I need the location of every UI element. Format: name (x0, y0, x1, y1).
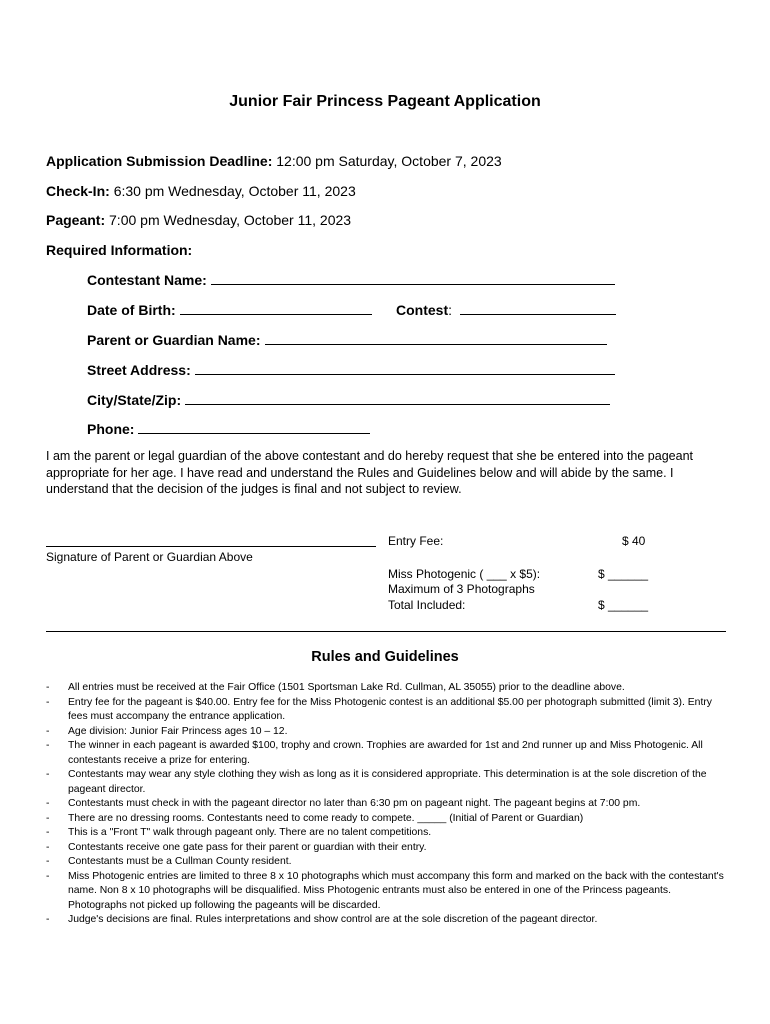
rule-dash: - (46, 914, 50, 925)
rule-item (46, 812, 728, 827)
consent-paragraph: I am the parent or legal guardian of the above contestant and do hereby request that she be entered into the pageant appropriate for her age. I have read and understand the Rules and Guidelines below and will abide by the same. I understand that the decision of the judges is final and not subject to review. (46, 449, 693, 496)
page-title: Junior Fair Princess Pageant Application (229, 93, 541, 110)
rule-item (46, 696, 728, 725)
checkin-label: Check-In: (46, 183, 110, 199)
pageant-value: 7:00 pm Wednesday, October 11, 2023 (109, 212, 352, 228)
rule-dash: - (46, 740, 50, 751)
rules-list (46, 681, 728, 928)
rule-dash: - (46, 856, 50, 867)
contest-colon: : (448, 302, 453, 318)
rule-text: Contestants receive one gate pass for their parent or guardian with their entry. (68, 841, 427, 853)
rule-text: The winner in each pageant is awarded $100, trophy and crown. Trophies are awarded for 1st and 2nd runner up and Miss Photogenic. All contestants receive a prize for entering. (68, 740, 703, 766)
photogenic-amount[interactable]: $ ______ (598, 567, 649, 581)
parent-name-field[interactable] (87, 331, 607, 348)
rule-item (46, 739, 728, 768)
rule-item (46, 855, 728, 870)
contest-label: Contest (396, 302, 449, 318)
deadline-value: 12:00 pm Saturday, October 7, 2023 (276, 153, 502, 169)
contestant-name-blank[interactable] (211, 271, 615, 285)
contestant-name-field[interactable] (87, 271, 615, 288)
rule-dash: - (46, 812, 50, 824)
rule-item (46, 870, 728, 914)
contest-blank[interactable] (460, 301, 616, 315)
rule-dash: - (46, 798, 50, 809)
dob-label: Date of Birth: (87, 302, 176, 318)
city-state-zip-field[interactable] (87, 391, 610, 408)
parent-name-label: Parent or Guardian Name: (87, 332, 261, 348)
contest-field[interactable] (396, 301, 616, 318)
deadline-label: Application Submission Deadline: (46, 153, 273, 169)
street-address-field[interactable] (87, 361, 615, 378)
photogenic-label: Miss Photogenic ( ___ x $5): (388, 567, 541, 581)
checkin-value: 6:30 pm Wednesday, October 11, 2023 (113, 183, 356, 199)
rule-text: Entry fee for the pageant is $40.00. Entry fee for the Miss Photogenic contest is an additional $5.00 per photograph submitted (limit 3). Entry fees must accompany the entrance application. (68, 696, 713, 722)
phone-label: Phone: (87, 421, 135, 437)
rule-item (46, 841, 728, 856)
total-label: Total Included: (388, 598, 466, 612)
pageant-line (46, 212, 351, 228)
checkin-line (46, 183, 356, 199)
signature-line[interactable] (46, 546, 376, 547)
pageant-label: Pageant: (46, 212, 106, 228)
photogenic-note: Maximum of 3 Photographs (388, 582, 535, 596)
entry-fee-amount: $ 40 (622, 534, 646, 548)
rule-text: Judge's decisions are final. Rules interpretations and show control are at the sole discretion of the pageant director. (68, 914, 598, 925)
total-amount[interactable]: $ ______ (598, 598, 649, 612)
phone-field[interactable] (87, 420, 370, 437)
rule-item (46, 768, 728, 797)
contestant-name-label: Contestant Name: (87, 272, 207, 288)
rule-text: There are no dressing rooms. Contestants need to come ready to compete. _____ (Initial of Parent or Guardian) (68, 812, 584, 824)
rules-title: Rules and Guidelines (311, 649, 459, 665)
street-address-blank[interactable] (195, 361, 615, 375)
dob-field[interactable] (87, 301, 372, 318)
rule-dash: - (46, 841, 50, 853)
signature-label: Signature of Parent or Guardian Above (46, 550, 253, 564)
section-divider (46, 631, 726, 632)
rule-dash: - (46, 696, 50, 708)
parent-name-blank[interactable] (265, 331, 607, 345)
rule-text: This is a "Front T" walk through pageant only. There are no talent competitions. (68, 827, 432, 838)
rule-text: Contestants must be a Cullman County resident. (68, 856, 292, 867)
rule-item (46, 725, 728, 740)
rule-dash: - (46, 769, 50, 780)
rule-text: All entries must be received at the Fair Office (1501 Sportsman Lake Rd. Cullman, AL 35055) prior to the deadline above. (68, 682, 625, 693)
dob-blank[interactable] (180, 301, 372, 315)
required-info-heading (46, 242, 192, 258)
city-state-zip-blank[interactable] (185, 391, 610, 405)
entry-fee-label: Entry Fee: (388, 534, 444, 548)
deadline-line (46, 153, 502, 169)
city-state-zip-label: City/State/Zip: (87, 392, 182, 408)
rule-item (46, 681, 728, 696)
required-info-label: Required Information: (46, 242, 193, 258)
rule-item (46, 913, 728, 928)
rule-dash: - (46, 682, 50, 693)
rule-text: Miss Photogenic entries are limited to three 8 x 10 photographs which must accompany this form and marked on the back with the contestant's name. Non 8 x 10 photographs will be disqualified. Miss Photogenic entrants must also be entered in one of the Princess pageants. Photographs not picked up following the pageants will be discarded. (68, 870, 724, 911)
street-address-label: Street Address: (87, 362, 191, 378)
rule-text: Age division: Junior Fair Princess ages 10 – 12. (68, 725, 288, 737)
rule-text: Contestants may wear any style clothing they wish as long as it is considered appropriate. This determination is at the sole discretion of the pageant director. (68, 769, 707, 795)
rule-dash: - (46, 827, 50, 838)
rule-item (46, 826, 728, 841)
rule-text: Contestants must check in with the pageant director no later than 6:30 pm on pageant night. The pageant begins at 7:00 pm. (68, 798, 641, 809)
phone-blank[interactable] (138, 420, 370, 434)
rule-dash: - (46, 870, 50, 882)
rule-dash: - (46, 725, 50, 737)
rule-item (46, 797, 728, 812)
